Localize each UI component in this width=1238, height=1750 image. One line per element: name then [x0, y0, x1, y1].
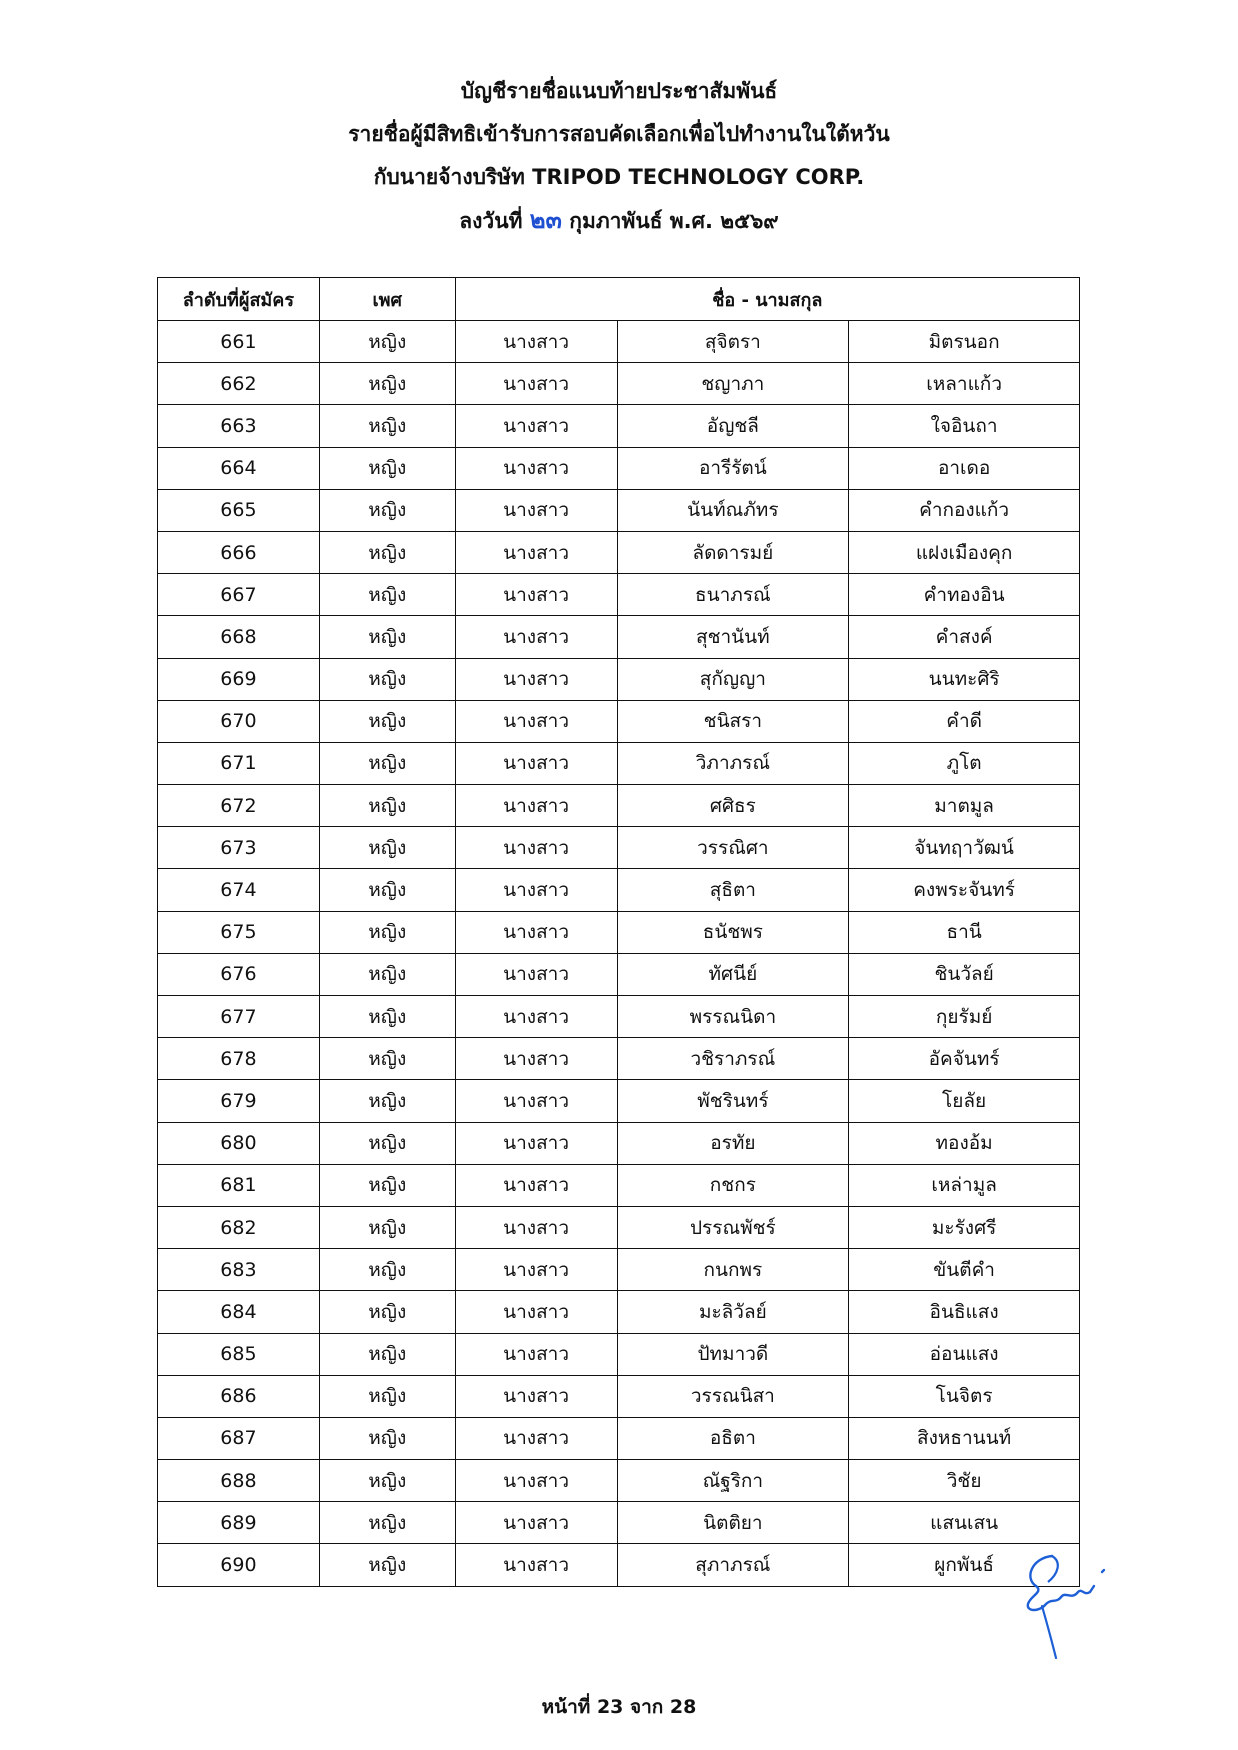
cell-first-name: สุธิตา [617, 869, 849, 911]
table-row [158, 996, 1080, 1038]
cell-sex: หญิง [319, 1502, 455, 1544]
cell-sex: หญิง [319, 1417, 455, 1459]
cell-last-name: กุยรัมย์ [849, 996, 1080, 1038]
cell-first-name: วิภาภรณ์ [617, 742, 849, 784]
cell-last-name: นนทะศิริ [849, 658, 1080, 700]
cell-first-name: อัญชลี [617, 405, 849, 447]
table-row [158, 1164, 1080, 1206]
cell-sex: หญิง [319, 574, 455, 616]
cell-title: นางสาว [455, 827, 617, 869]
cell-number: 674 [158, 869, 320, 911]
cell-first-name: อรทัย [617, 1122, 849, 1164]
cell-last-name: คำกองแก้ว [849, 489, 1080, 531]
table-row [158, 911, 1080, 953]
cell-first-name: พัชรินทร์ [617, 1080, 849, 1122]
cell-last-name: อ่อนแสง [849, 1333, 1080, 1375]
header-subtitle: รายชื่อผู้มีสิทธิเข้ารับการสอบคัดเลือกเพื่อไปทำงานในใต้หวัน [348, 122, 890, 146]
cell-first-name: ปัทมาวดี [617, 1333, 849, 1375]
cell-title: นางสาว [455, 742, 617, 784]
cell-last-name: จันทฤาวัฒน์ [849, 827, 1080, 869]
table-row [158, 363, 1080, 405]
cell-sex: หญิง [319, 447, 455, 489]
cell-title: นางสาว [455, 1122, 617, 1164]
cell-last-name: อาเดอ [849, 447, 1080, 489]
column-header-name: ชื่อ - นามสกุล [455, 278, 1079, 321]
cell-title: นางสาว [455, 321, 617, 363]
cell-title: นางสาว [455, 785, 617, 827]
cell-last-name: ภูโต [849, 742, 1080, 784]
table-header-row [158, 278, 1080, 321]
date-rest: กุมภาพันธ์ พ.ศ. ๒๕๖๙ [569, 209, 779, 233]
cell-number: 685 [158, 1333, 320, 1375]
cell-first-name: ศศิธร [617, 785, 849, 827]
cell-last-name: แฝงเมืองคุก [849, 531, 1080, 573]
cell-last-name: ธานี [849, 911, 1080, 953]
cell-sex: หญิง [319, 1460, 455, 1502]
table-row [158, 405, 1080, 447]
cell-sex: หญิง [319, 1206, 455, 1248]
cell-number: 670 [158, 700, 320, 742]
page-number: หน้าที่ 23 จาก 28 [541, 1696, 697, 1718]
cell-title: นางสาว [455, 363, 617, 405]
cell-last-name: คำสงค์ [849, 616, 1080, 658]
cell-sex: หญิง [319, 911, 455, 953]
cell-last-name: อัคจันทร์ [849, 1038, 1080, 1080]
cell-number: 671 [158, 742, 320, 784]
cell-number: 684 [158, 1291, 320, 1333]
cell-first-name: สุกัญญา [617, 658, 849, 700]
cell-title: นางสาว [455, 1249, 617, 1291]
cell-number: 661 [158, 321, 320, 363]
cell-sex: หญิง [319, 742, 455, 784]
table-row [158, 1206, 1080, 1248]
table-row [158, 658, 1080, 700]
cell-number: 667 [158, 574, 320, 616]
cell-number: 683 [158, 1249, 320, 1291]
table-row [158, 1038, 1080, 1080]
cell-last-name: ทองอ้ม [849, 1122, 1080, 1164]
cell-title: นางสาว [455, 574, 617, 616]
cell-number: 689 [158, 1502, 320, 1544]
table-row [158, 531, 1080, 573]
applicant-table [157, 277, 1080, 1587]
cell-title: นางสาว [455, 1375, 617, 1417]
cell-first-name: วชิราภรณ์ [617, 1038, 849, 1080]
date-day: ๒๓ [529, 206, 562, 234]
cell-sex: หญิง [319, 700, 455, 742]
cell-sex: หญิง [319, 869, 455, 911]
cell-first-name: วรรณิศา [617, 827, 849, 869]
cell-title: นางสาว [455, 616, 617, 658]
table-row [158, 869, 1080, 911]
cell-last-name: คำทองอิน [849, 574, 1080, 616]
cell-title: นางสาว [455, 405, 617, 447]
cell-sex: หญิง [319, 1122, 455, 1164]
cell-last-name: อินธิแสง [849, 1291, 1080, 1333]
cell-number: 688 [158, 1460, 320, 1502]
cell-first-name: สุจิตรา [617, 321, 849, 363]
cell-first-name: ชนิสรา [617, 700, 849, 742]
cell-last-name: ผูกพันธ์ [849, 1544, 1080, 1586]
signature-icon [1022, 1548, 1132, 1663]
date-prefix: ลงวันที่ [459, 209, 523, 233]
cell-sex: หญิง [319, 1544, 455, 1586]
cell-sex: หญิง [319, 1080, 455, 1122]
cell-title: นางสาว [455, 658, 617, 700]
cell-number: 679 [158, 1080, 320, 1122]
cell-number: 690 [158, 1544, 320, 1586]
cell-last-name: ใจอินถา [849, 405, 1080, 447]
cell-title: นางสาว [455, 1080, 617, 1122]
table-row [158, 1122, 1080, 1164]
column-header-sex: เพศ [319, 278, 455, 321]
cell-title: นางสาว [455, 869, 617, 911]
cell-first-name: มะลิวัลย์ [617, 1291, 849, 1333]
header-employer: กับนายจ้างบริษัท TRIPOD TECHNOLOGY CORP. [373, 165, 865, 189]
header-title: บัญชีรายชื่อแนบท้ายประชาสัมพันธ์ [460, 79, 778, 103]
cell-number: 687 [158, 1417, 320, 1459]
header-date [0, 199, 1238, 243]
cell-sex: หญิง [319, 489, 455, 531]
cell-number: 668 [158, 616, 320, 658]
table-row [158, 574, 1080, 616]
cell-last-name: คงพระจันทร์ [849, 869, 1080, 911]
cell-first-name: กชกร [617, 1164, 849, 1206]
cell-sex: หญิง [319, 953, 455, 995]
cell-first-name: นันท์ณภัทร [617, 489, 849, 531]
cell-number: 681 [158, 1164, 320, 1206]
cell-number: 682 [158, 1206, 320, 1248]
cell-last-name: มิตรนอก [849, 321, 1080, 363]
cell-sex: หญิง [319, 531, 455, 573]
cell-first-name: ณัฐริกา [617, 1460, 849, 1502]
cell-first-name: นิตติยา [617, 1502, 849, 1544]
cell-first-name: ปรรณพัชร์ [617, 1206, 849, 1248]
table-row [158, 742, 1080, 784]
cell-first-name: สุชานันท์ [617, 616, 849, 658]
table-row [158, 1460, 1080, 1502]
cell-sex: หญิง [319, 1333, 455, 1375]
table-row [158, 1291, 1080, 1333]
document-header [0, 70, 1238, 243]
cell-title: นางสาว [455, 1544, 617, 1586]
cell-title: นางสาว [455, 1417, 617, 1459]
cell-title: นางสาว [455, 700, 617, 742]
cell-first-name: พรรณนิดา [617, 996, 849, 1038]
cell-title: นางสาว [455, 1502, 617, 1544]
cell-sex: หญิง [319, 1249, 455, 1291]
cell-last-name: เหลาแก้ว [849, 363, 1080, 405]
cell-first-name: วรรณนิสา [617, 1375, 849, 1417]
cell-number: 666 [158, 531, 320, 573]
cell-last-name: ชินวัลย์ [849, 953, 1080, 995]
cell-last-name: โยลัย [849, 1080, 1080, 1122]
cell-first-name: ทัศนีย์ [617, 953, 849, 995]
cell-sex: หญิง [319, 616, 455, 658]
column-header-number: ลำดับที่ผู้สมัคร [158, 278, 320, 321]
cell-title: นางสาว [455, 1460, 617, 1502]
cell-last-name: มะรังศรี [849, 1206, 1080, 1248]
cell-title: นางสาว [455, 447, 617, 489]
cell-number: 664 [158, 447, 320, 489]
cell-number: 676 [158, 953, 320, 995]
cell-first-name: ธนัชพร [617, 911, 849, 953]
cell-title: นางสาว [455, 911, 617, 953]
cell-title: นางสาว [455, 1291, 617, 1333]
cell-title: นางสาว [455, 1038, 617, 1080]
cell-title: นางสาว [455, 489, 617, 531]
table-row [158, 700, 1080, 742]
cell-sex: หญิง [319, 658, 455, 700]
cell-first-name: สุภาภรณ์ [617, 1544, 849, 1586]
cell-title: นางสาว [455, 996, 617, 1038]
cell-number: 669 [158, 658, 320, 700]
cell-number: 678 [158, 1038, 320, 1080]
cell-sex: หญิง [319, 363, 455, 405]
cell-number: 675 [158, 911, 320, 953]
cell-number: 677 [158, 996, 320, 1038]
cell-title: นางสาว [455, 1206, 617, 1248]
cell-first-name: กนกพร [617, 1249, 849, 1291]
cell-number: 680 [158, 1122, 320, 1164]
cell-last-name: คำดี [849, 700, 1080, 742]
table-row [158, 1375, 1080, 1417]
cell-number: 686 [158, 1375, 320, 1417]
table-row [158, 785, 1080, 827]
cell-sex: หญิง [319, 321, 455, 363]
cell-title: นางสาว [455, 1333, 617, 1375]
table-row [158, 1249, 1080, 1291]
cell-last-name: ขันตีคำ [849, 1249, 1080, 1291]
table-row [158, 447, 1080, 489]
table-row [158, 953, 1080, 995]
cell-last-name: โนจิตร [849, 1375, 1080, 1417]
table-row [158, 1544, 1080, 1586]
cell-number: 672 [158, 785, 320, 827]
cell-sex: หญิง [319, 1291, 455, 1333]
table-row [158, 616, 1080, 658]
cell-first-name: อารีรัตน์ [617, 447, 849, 489]
cell-number: 665 [158, 489, 320, 531]
cell-last-name: สิงหธานนท์ [849, 1417, 1080, 1459]
table-row [158, 489, 1080, 531]
cell-sex: หญิง [319, 996, 455, 1038]
cell-title: นางสาว [455, 953, 617, 995]
cell-first-name: ธนาภรณ์ [617, 574, 849, 616]
cell-last-name: มาตมูล [849, 785, 1080, 827]
cell-sex: หญิง [319, 405, 455, 447]
cell-number: 662 [158, 363, 320, 405]
cell-title: นางสาว [455, 1164, 617, 1206]
cell-title: นางสาว [455, 531, 617, 573]
cell-sex: หญิง [319, 827, 455, 869]
cell-number: 663 [158, 405, 320, 447]
table-row [158, 1502, 1080, 1544]
cell-sex: หญิง [319, 1038, 455, 1080]
cell-last-name: แสนเสน [849, 1502, 1080, 1544]
cell-sex: หญิง [319, 1164, 455, 1206]
cell-number: 673 [158, 827, 320, 869]
table-row [158, 1080, 1080, 1122]
cell-last-name: เหล่ามูล [849, 1164, 1080, 1206]
cell-first-name: อธิตา [617, 1417, 849, 1459]
table-row [158, 827, 1080, 869]
cell-first-name: ชญาภา [617, 363, 849, 405]
cell-first-name: ลัดดารมย์ [617, 531, 849, 573]
table-row [158, 1417, 1080, 1459]
cell-sex: หญิง [319, 1375, 455, 1417]
table-row [158, 1333, 1080, 1375]
cell-last-name: วิชัย [849, 1460, 1080, 1502]
table-row [158, 321, 1080, 363]
cell-sex: หญิง [319, 785, 455, 827]
